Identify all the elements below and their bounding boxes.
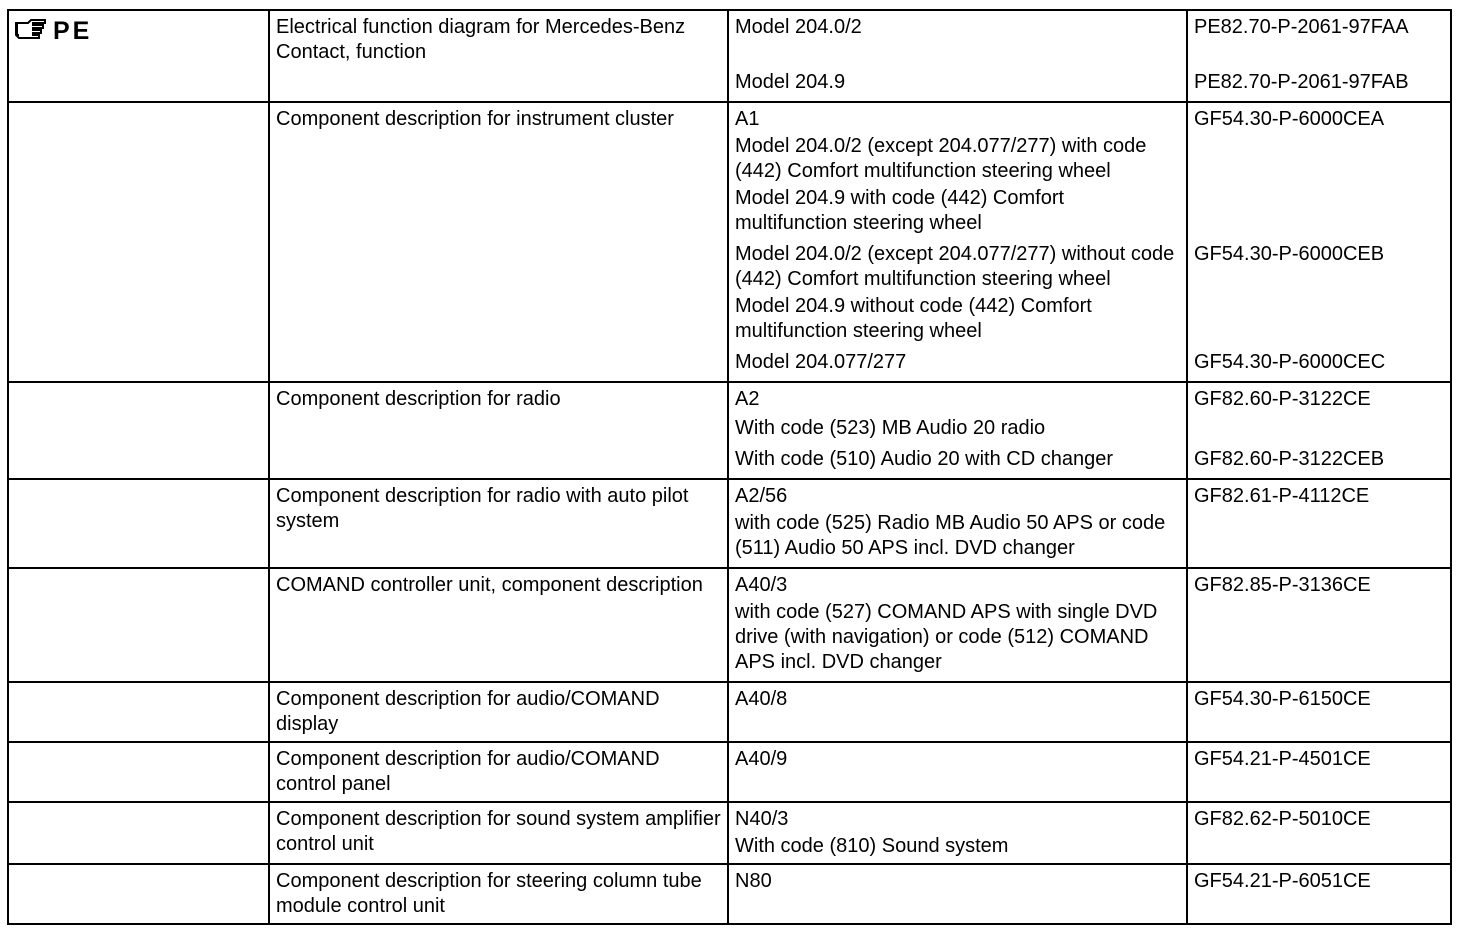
reference-table — [7, 9, 1452, 925]
marker-cell — [8, 802, 269, 864]
applicability-entry — [735, 573, 1180, 675]
document-code: GF82.62-P-5010CE — [1194, 808, 1371, 830]
applicability-line: A40/8 — [735, 688, 788, 710]
applicability-line: A40/3 — [735, 574, 788, 596]
pointing-hand-icon — [15, 17, 47, 46]
marker-cell — [8, 479, 269, 568]
document-code-cell — [1187, 568, 1451, 682]
document-title-cell — [269, 568, 728, 682]
document-code-cell — [1187, 102, 1451, 382]
applicability-line: Model 204.9 — [735, 71, 846, 93]
document-code-cell — [1187, 682, 1451, 742]
applicability-line: with code (525) Radio MB Audio 50 APS or code (511) Audio 50 APS incl. DVD changer — [735, 512, 1166, 559]
applicability-cell — [728, 802, 1187, 864]
document-title-cell — [269, 742, 728, 802]
document-title: Component description for radio with auto pilot system — [276, 485, 689, 532]
document-code: GF82.60-P-3122CEB — [1194, 448, 1385, 470]
table-row — [8, 10, 1451, 102]
document-code: GF54.30-P-6150CE — [1194, 688, 1371, 710]
applicability-line: Model 204.0/2 (except 204.077/277) without code (442) Comfort multifunction steering wheel — [735, 243, 1175, 290]
document-code: GF82.60-P-3122CE — [1194, 388, 1371, 410]
document-code: GF54.30-P-6000CEB — [1194, 243, 1385, 265]
document-code: GF54.21-P-6051CE — [1194, 870, 1371, 892]
pe-label: PE — [53, 17, 93, 45]
table-row — [8, 742, 1451, 802]
document-title-cell — [269, 10, 728, 102]
table-row — [8, 102, 1451, 382]
applicability-entry — [735, 387, 1180, 441]
document-title-cell — [269, 479, 728, 568]
applicability-entry — [735, 15, 1180, 40]
document-code: GF54.30-P-6000CEC — [1194, 351, 1386, 373]
applicability-entry — [735, 107, 1180, 236]
applicability-cell — [728, 10, 1187, 102]
applicability-entry — [735, 70, 1180, 95]
document-code-cell — [1187, 742, 1451, 802]
document-title: COMAND controller unit, component description — [276, 574, 703, 596]
document-title-cell — [269, 682, 728, 742]
pe-marker — [15, 15, 262, 46]
applicability-cell — [728, 864, 1187, 924]
applicability-entry — [735, 687, 1180, 712]
applicability-cell — [728, 479, 1187, 568]
document-code: GF82.61-P-4112CE — [1194, 485, 1370, 507]
reference-table-body — [8, 10, 1451, 924]
marker-cell — [8, 102, 269, 382]
document-title: Component description for audio/COMAND display — [276, 688, 660, 735]
document-code-cell — [1187, 864, 1451, 924]
applicability-entry — [735, 242, 1180, 344]
applicability-line: With code (810) Sound system — [735, 835, 1009, 857]
applicability-line: Model 204.9 with code (442) Comfort multifunction steering wheel — [735, 187, 1065, 234]
document-title: Component description for radio — [276, 388, 561, 410]
document-title: Component description for instrument cluster — [276, 108, 674, 130]
applicability-entry — [735, 807, 1180, 859]
table-row — [8, 568, 1451, 682]
applicability-entry — [735, 447, 1180, 472]
document-title-cell — [269, 382, 728, 479]
document-code-cell — [1187, 802, 1451, 864]
document-title-cell — [269, 802, 728, 864]
marker-cell — [8, 864, 269, 924]
marker-cell — [8, 10, 269, 102]
document-code-cell — [1187, 10, 1451, 102]
table-row — [8, 382, 1451, 479]
table-row — [8, 802, 1451, 864]
document-title-cell — [269, 864, 728, 924]
marker-cell — [8, 568, 269, 682]
document-code: GF82.85-P-3136CE — [1194, 574, 1371, 596]
applicability-cell — [728, 568, 1187, 682]
applicability-cell — [728, 682, 1187, 742]
applicability-entry — [735, 869, 1180, 894]
applicability-line: N80 — [735, 870, 772, 892]
marker-cell — [8, 742, 269, 802]
applicability-line: A2 — [735, 388, 760, 410]
marker-cell — [8, 682, 269, 742]
applicability-line: with code (527) COMAND APS with single DVD drive (with navigation) or code (512) COMAND APS incl. DVD changer — [735, 601, 1158, 673]
marker-cell — [8, 382, 269, 479]
applicability-line: With code (523) MB Audio 20 radio — [735, 417, 1046, 439]
document-title: Electrical function diagram for Mercedes-Benz Contact, function — [276, 16, 686, 63]
applicability-cell — [728, 102, 1187, 382]
applicability-line: A1 — [735, 108, 760, 130]
table-row — [8, 682, 1451, 742]
applicability-line: N40/3 — [735, 808, 789, 830]
document-code: GF54.30-P-6000CEA — [1194, 108, 1385, 130]
document-title-cell — [269, 102, 728, 382]
applicability-cell — [728, 742, 1187, 802]
applicability-entry — [735, 350, 1180, 375]
document-title: Component description for steering column tube module control unit — [276, 870, 702, 917]
table-row — [8, 479, 1451, 568]
table-row — [8, 864, 1451, 924]
document-code: PE82.70-P-2061-97FAA — [1194, 16, 1409, 38]
document-title: Component description for sound system amplifier control unit — [276, 808, 721, 855]
document-code: GF54.21-P-4501CE — [1194, 748, 1371, 770]
document-code-cell — [1187, 479, 1451, 568]
applicability-line: Model 204.0/2 (except 204.077/277) with code (442) Comfort multifunction steering wheel — [735, 135, 1147, 182]
applicability-line: A2/56 — [735, 485, 788, 507]
applicability-line: With code (510) Audio 20 with CD changer — [735, 448, 1113, 470]
applicability-line: Model 204.9 without code (442) Comfort multifunction steering wheel — [735, 295, 1092, 342]
applicability-entry — [735, 484, 1180, 561]
document-title: Component description for audio/COMAND control panel — [276, 748, 660, 795]
applicability-entry — [735, 747, 1180, 772]
applicability-line: A40/9 — [735, 748, 788, 770]
document-code: PE82.70-P-2061-97FAB — [1194, 71, 1409, 93]
applicability-line: Model 204.077/277 — [735, 351, 907, 373]
document-code-cell — [1187, 382, 1451, 479]
applicability-cell — [728, 382, 1187, 479]
applicability-line: Model 204.0/2 — [735, 16, 862, 38]
